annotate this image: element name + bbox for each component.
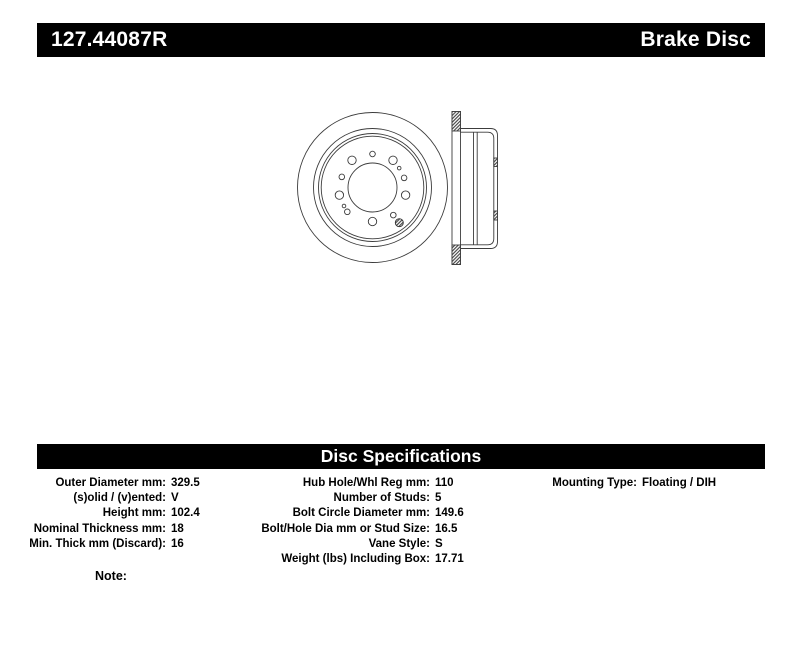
spec-column-right <box>530 476 716 491</box>
stud-hole <box>335 191 343 199</box>
brake-disc-drawing-svg <box>280 95 520 280</box>
spec-value: 102.4 <box>171 507 200 520</box>
spec-label: Min. Thick mm (Discard): <box>29 537 166 550</box>
hat-profile-outer <box>461 129 498 249</box>
disc-plate-outline <box>452 112 461 265</box>
spec-row <box>250 476 464 491</box>
header-bar <box>37 23 765 57</box>
small-hole <box>401 175 407 181</box>
stud-hole <box>368 217 376 225</box>
spec-value: 329.5 <box>171 477 200 489</box>
spec-label: Outer Diameter mm: <box>55 477 166 489</box>
spec-label: Height mm: <box>102 507 166 520</box>
part-number: 127.44087R <box>51 28 168 51</box>
spec-label: Bolt/Hole Dia mm or Stud Size: <box>261 522 430 535</box>
small-hole <box>345 209 351 215</box>
spec-label: Number of Studs: <box>333 492 430 505</box>
small-hole <box>370 151 376 157</box>
spec-value: 5 <box>435 492 442 505</box>
braking-surface-edge <box>314 129 432 247</box>
crosshatched-hole <box>395 219 403 227</box>
spec-row <box>250 506 464 521</box>
stud-hole <box>401 191 409 199</box>
section-hatch-bottom <box>452 245 461 265</box>
section-hatch-top <box>452 112 461 132</box>
disc-outer-edge <box>298 113 448 263</box>
spec-label: (s)olid / (v)ented: <box>73 492 166 505</box>
spec-row <box>530 476 716 491</box>
spec-value: 17.71 <box>435 553 464 566</box>
spec-value: S <box>435 537 443 550</box>
flange-section-mark <box>494 211 498 220</box>
spec-label: Vane Style: <box>368 537 430 550</box>
spec-title: Disc Specifications <box>320 446 482 466</box>
spec-row <box>20 506 200 521</box>
note-label: Note: <box>95 569 127 583</box>
spec-row <box>250 491 464 506</box>
spec-row <box>20 522 200 537</box>
tiny-hole <box>342 204 346 208</box>
spec-column-middle <box>250 476 464 567</box>
technical-drawing <box>280 95 520 280</box>
tiny-hole <box>397 166 401 170</box>
spec-value: 16 <box>171 537 184 550</box>
center-bore <box>348 163 397 212</box>
spec-value: V <box>171 492 179 505</box>
spec-row <box>20 491 200 506</box>
spec-value: 16.5 <box>435 522 458 535</box>
spec-label: Nominal Thickness mm: <box>33 522 166 535</box>
spec-row <box>250 522 464 537</box>
spec-value: Floating / DIH <box>642 477 717 489</box>
spec-column-left <box>20 476 200 552</box>
spec-label: Bolt Circle Diameter mm: <box>292 507 430 520</box>
brake-disc-section-view <box>452 112 498 265</box>
flange-section-mark <box>494 158 498 167</box>
spec-row <box>20 537 200 552</box>
spec-row <box>20 476 200 491</box>
spec-row <box>250 537 464 552</box>
small-hole <box>391 212 397 218</box>
stud-hole <box>348 156 356 164</box>
spec-label: Hub Hole/Whl Reg mm: <box>302 477 430 489</box>
spec-label: Mounting Type: <box>552 477 637 489</box>
spec-value: 110 <box>435 477 454 489</box>
spec-value: 18 <box>171 522 184 535</box>
spec-row <box>250 552 464 567</box>
small-hole <box>339 174 345 180</box>
stud-hole <box>389 156 397 164</box>
spec-title-bar <box>37 444 765 469</box>
brake-disc-front-view <box>298 113 448 263</box>
spec-value: 149.6 <box>435 507 464 520</box>
product-type-title: Brake Disc <box>640 28 751 51</box>
spec-label: Weight (lbs) Including Box: <box>281 553 430 566</box>
